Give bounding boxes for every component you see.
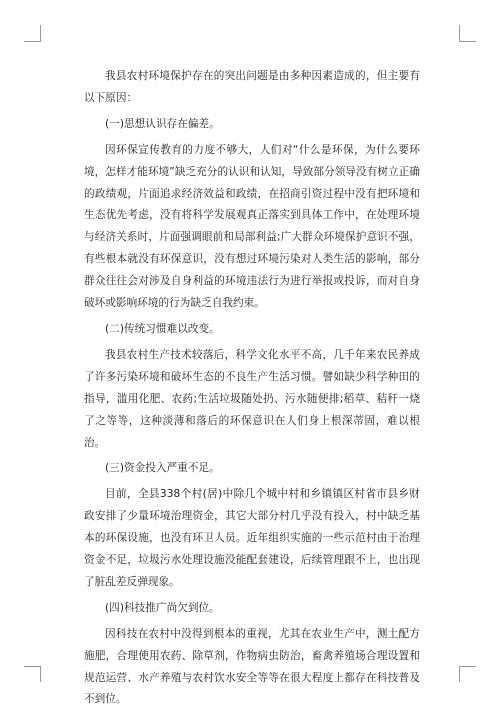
section-heading-4: (四)科技推广尚欠到位。: [105, 601, 220, 614]
crop-mark-top-right-v: [459, 25, 460, 41]
crop-mark-top-left-v: [40, 25, 41, 41]
crop-mark-bottom-right-h: [459, 666, 476, 667]
crop-mark-bottom-left-v: [40, 666, 41, 682]
section-paragraph-4: 因科技在农村中没得到根本的重视，尤其在农业生产中，测土配方施肥，合理使用农药、除草剂，作物病虫防治，畜禽养殖场合理设置和规范运营、水产养殖与农村饮水安全等等在很大程度上都存在科技普及不到位。: [84, 627, 420, 706]
intro-paragraph: 我县农村环境保护存在的突出问题是由多种因素造成的，但主要有以下原因：: [84, 70, 420, 104]
section-paragraph-1: 因环保宣传教育的力度不够大，人们对“什么是环保，为什么要环境，怎样才能环境”缺乏充分的认识和认知，导致部分领导没有树立正确的政绩观，片面追求经济效益和政绩，在招商引资过程中没有把环境和生态优先考虑，没有将科学发展观真正落实到具体工作中，在处理环境与经济关系时，片面强调眼前和局部利益;广大群众环境保护意识不强，有些根本就没有环保意识，没有想过环境污染对人类生活的影响，部分群众往往会对涉及自身利益的环境违法行为进行举报或投诉，而对自身破坏或影响环境的行为缺乏自我约束。: [84, 143, 420, 310]
section-heading-2: (二)传统习惯难以改变。: [105, 322, 220, 335]
crop-mark-bottom-left-h: [24, 666, 41, 667]
crop-mark-top-left-h: [24, 41, 41, 42]
document-body: [84, 66, 420, 715]
section-paragraph-3: 目前，全县338个村(居)中除几个城中村和乡镇镇区村省市县乡财政安排了少量环境治理资金，其它大部分村几乎没有投入，村中缺乏基本的环保设施，也没有环卫人员。近年组织实施的一些示范村由于治理资金不足，垃圾污水处理设施没能配套建设，后续管理跟不上，也出现了脏乱差反弹现象。: [84, 488, 420, 588]
crop-mark-bottom-right-v: [459, 666, 460, 682]
crop-mark-top-right-h: [459, 41, 476, 42]
section-heading-1: (一)思想认识存在偏差。: [105, 117, 220, 130]
section-paragraph-2: 我县农村生产技术较落后，科学文化水平不高，几千年来农民养成了许多污染环境和破坏生态的不良生产生活习惯。譬如缺少科学种田的指导，滥用化肥、农药;生活垃圾随处扔、污水随便排;稻草、秸秆一烧了之等等，这种淡薄和落后的环保意识在人们身上根深蒂固，难以根治。: [84, 348, 420, 449]
section-heading-3: (三)资金投入严重不足。: [105, 462, 220, 475]
